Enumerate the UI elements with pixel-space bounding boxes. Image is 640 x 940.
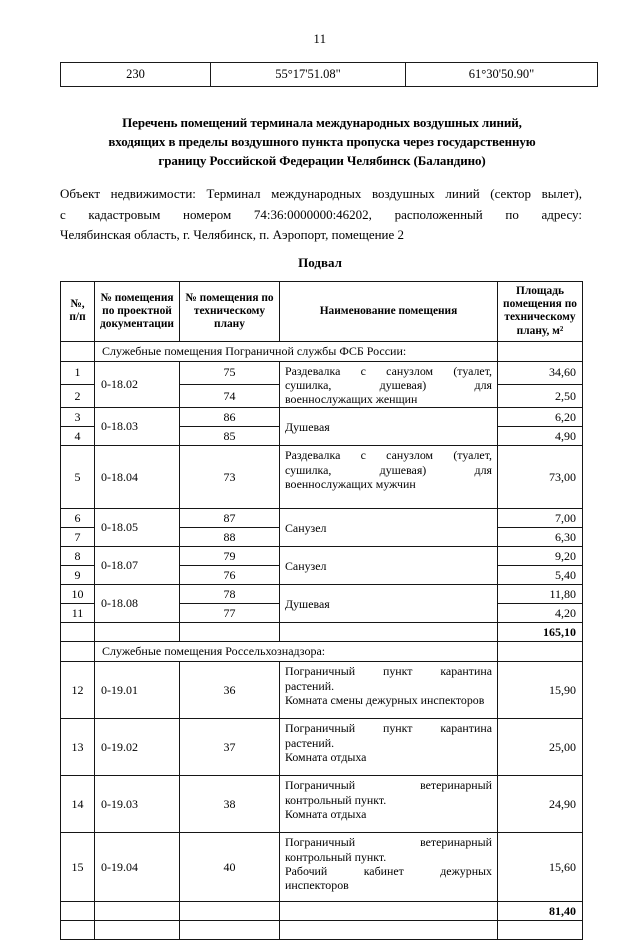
table-row [61,63,598,87]
closing-empty-area [498,921,583,940]
row-tech-number: 77 [180,604,280,623]
row-tech-number: 75 [180,361,280,384]
page-number: 11 [313,32,327,46]
group-total-rosselhoznadzor: 81,40 [498,902,583,921]
premise-name-line1: Раздевалка с санузлом (туалет, [285,448,492,463]
header-number-line2: п/п [69,311,86,324]
row-premise-name: Санузел [280,547,498,585]
row-project-number: 0-19.03 [95,776,180,833]
row-premise-name [280,776,498,833]
closing-empty-name [280,921,498,940]
row-tech-number: 40 [180,833,280,902]
premise-name-line2: контрольный пункт. [285,849,387,864]
row-tech-number: 37 [180,719,280,776]
document-title [72,113,572,170]
row-area: 73,00 [498,446,583,509]
row-premise-name [280,833,498,902]
premise-name-line2: сушилка, душевая) для [285,462,492,477]
row-project-number: 0-19.04 [95,833,180,902]
group-empty-area [498,341,583,361]
row-project-number: 0-19.02 [95,719,180,776]
total-empty-tech [180,623,280,642]
row-project-number: 0-18.08 [95,585,180,623]
premise-name-line1: Пограничный пункт карантина [285,721,492,736]
row-premise-name [280,719,498,776]
premise-name-line3: военнослужащих женщин [285,392,418,407]
premise-name-line1: Пограничный ветеринарный [285,778,492,793]
row-number: 12 [61,662,95,719]
row-project-number: 0-18.02 [95,361,180,408]
row-premise-name [280,446,498,509]
row-tech-number: 88 [180,528,280,547]
row-area: 24,90 [498,776,583,833]
premise-name-line3: Комната смены дежурных инспекторов [285,692,485,707]
total-empty-project [95,623,180,642]
row-number: 15 [61,833,95,902]
row-tech-number: 76 [180,566,280,585]
row-number: 11 [61,604,95,623]
row-area: 11,80 [498,585,583,604]
premise-name-line3: Рабочий кабинет дежурных [285,863,492,878]
header-number-line1: №, [70,298,85,311]
row-project-number: 0-18.03 [95,408,180,446]
table-row [61,833,583,902]
premise-name-line1: Пограничный ветеринарный [285,835,492,850]
row-number: 4 [61,427,95,446]
row-area: 4,20 [498,604,583,623]
header-tech-number: № помещения по техническому плану [180,282,280,342]
intro-paragraph [60,184,582,246]
table-row [61,585,583,604]
group-empty-num [61,341,95,361]
coordinate-latitude: 55°17'51.08" [211,63,406,87]
intro-line-2: с кадастровым номером 74:36:0000000:46202, расположенный по адресу: [60,206,582,222]
group-label-row [61,341,583,361]
row-project-number: 0-18.07 [95,547,180,585]
row-area: 6,30 [498,528,583,547]
table-row [61,361,583,384]
row-premise-name [280,662,498,719]
table-row [61,719,583,776]
premise-name-line1: Пограничный пункт карантина [285,664,492,679]
row-tech-number: 78 [180,585,280,604]
table-row [61,408,583,427]
row-area: 9,20 [498,547,583,566]
row-area: 34,60 [498,361,583,384]
table-closing-row [61,921,583,940]
header-number [61,282,95,342]
title-line-3: границу Российской Федерации Челябинск (Баландино) [158,153,486,168]
row-premise-name [280,361,498,408]
title-line-2: входящих в пределы воздушного пункта пропуска через государственную [108,134,536,149]
section-heading: Подвал [298,255,342,270]
row-tech-number: 86 [180,408,280,427]
row-area: 15,90 [498,662,583,719]
total-empty-name [280,623,498,642]
row-number: 8 [61,547,95,566]
row-project-number: 0-18.05 [95,509,180,547]
row-tech-number: 36 [180,662,280,719]
row-project-number: 0-18.04 [95,446,180,509]
intro-line-3: Челябинская область, г. Челябинск, п. Аэропорт, помещение 2 [60,227,405,242]
table-row [61,509,583,528]
row-number: 3 [61,408,95,427]
closing-empty-num [61,921,95,940]
group-empty-area [498,642,583,662]
coordinates-table [60,62,598,87]
table-row [61,547,583,566]
group-label-row [61,642,583,662]
row-tech-number: 85 [180,427,280,446]
row-number: 1 [61,361,95,384]
row-premise-name: Душевая [280,408,498,446]
row-number: 7 [61,528,95,547]
premise-name-line2: контрольный пункт. [285,792,387,807]
row-area: 5,40 [498,566,583,585]
table-row [61,662,583,719]
premise-name-line3: военнослужащих мужчин [285,476,416,491]
table-row [61,776,583,833]
premise-name-line4: инспекторов [285,878,349,893]
row-area: 6,20 [498,408,583,427]
row-tech-number: 87 [180,509,280,528]
premise-name-line1: Раздевалка с санузлом (туалет, [285,363,492,378]
row-number: 13 [61,719,95,776]
row-area: 15,60 [498,833,583,902]
group-total-row [61,623,583,642]
row-area: 2,50 [498,385,583,408]
row-area: 4,90 [498,427,583,446]
row-tech-number: 79 [180,547,280,566]
group-total-fsb: 165,10 [498,623,583,642]
row-number: 14 [61,776,95,833]
premise-name-line2: растений. [285,735,335,750]
table-row [61,446,583,509]
title-line-1: Перечень помещений терминала международных воздушных линий, [122,115,522,130]
header-premise-name: Наименование помещения [280,282,498,342]
group-label-fsb: Служебные помещения Пограничной службы ФСБ России: [95,341,498,361]
closing-empty-tech [180,921,280,940]
row-project-number: 0-19.01 [95,662,180,719]
group-label-rosselhoznadzor: Служебные помещения Россельхознадзора: [95,642,498,662]
coordinate-point: 230 [61,63,211,87]
premise-name-line3: Комната отдыха [285,806,367,821]
row-premise-name: Душевая [280,585,498,623]
header-area: Площадь помещения по техническому плану, м² [498,282,583,342]
row-area: 25,00 [498,719,583,776]
row-tech-number: 74 [180,385,280,408]
premises-table [60,281,583,940]
total-empty-num [61,623,95,642]
row-number: 5 [61,446,95,509]
premise-name-line2: сушилка, душевая) для [285,378,492,393]
row-number: 6 [61,509,95,528]
row-number: 10 [61,585,95,604]
row-number: 9 [61,566,95,585]
closing-empty-project [95,921,180,940]
intro-line-1: Объект недвижимости: Терминал международных воздушных линий (сектор вылет), [60,186,582,201]
table-header-row [61,282,583,342]
coordinate-longitude: 61°30'50.90" [406,63,598,87]
group-empty-num [61,642,95,662]
premise-name-line2: растений. [285,678,335,693]
row-premise-name: Санузел [280,509,498,547]
row-number: 2 [61,385,95,408]
header-project-number: № помещения по проектной документации [95,282,180,342]
premise-name-line3: Комната отдыха [285,749,367,764]
row-tech-number: 73 [180,446,280,509]
row-tech-number: 38 [180,776,280,833]
row-area: 7,00 [498,509,583,528]
